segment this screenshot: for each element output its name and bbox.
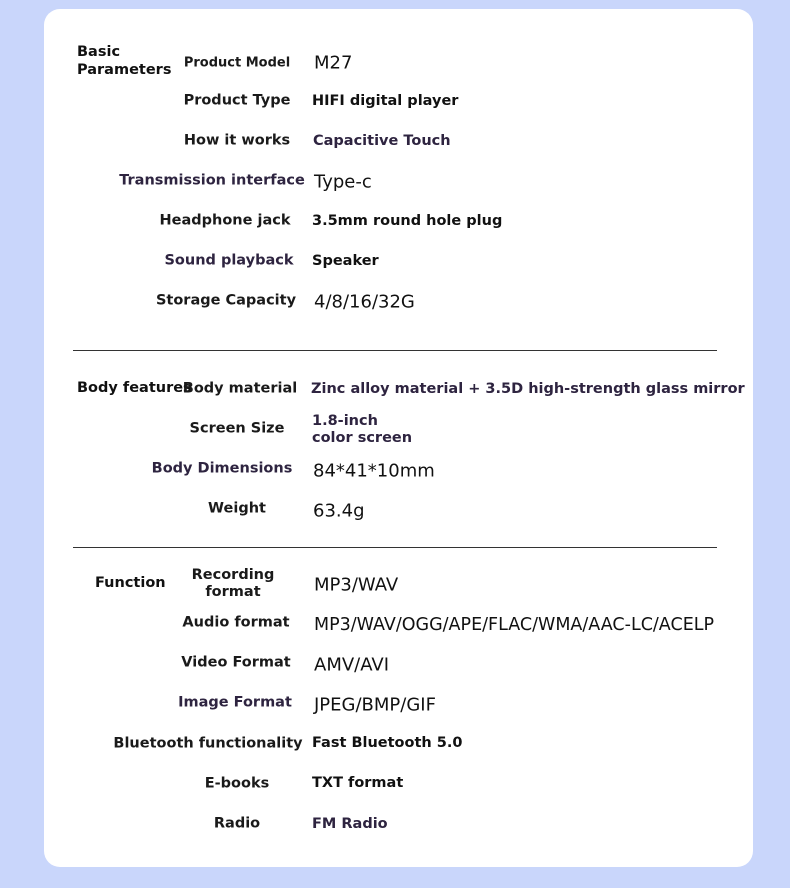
spec-label: Weight (208, 500, 266, 517)
spec-value: M27 (314, 52, 353, 74)
section-category-body-features: Body features (77, 380, 192, 396)
spec-value: MP3/WAV/OGG/APE/FLAC/WMA/AAC-LC/ACELP (314, 615, 715, 635)
spec-label: Product Model (183, 55, 291, 71)
spec-value: 63.4g (313, 500, 365, 522)
spec-label: E-books (204, 775, 270, 792)
spec-value: Zinc alloy material + 3.5D high-strength glass mirror (311, 381, 745, 397)
spec-label: Headphone jack (159, 212, 291, 229)
spec-value: HIFI digital player (312, 93, 459, 109)
spec-label: Storage Capacity (155, 292, 297, 309)
spec-label: Audio format (182, 614, 290, 631)
spec-label: Radio (213, 815, 261, 832)
spec-label: Video Format (181, 654, 291, 671)
spec-value: JPEG/BMP/GIF (314, 694, 436, 716)
spec-value: 4/8/16/32G (314, 291, 415, 313)
spec-label: Screen Size (189, 420, 285, 437)
spec-label: Body material (182, 380, 298, 397)
section-category-function: Function (95, 575, 166, 591)
spec-label: Product Type (183, 92, 291, 109)
spec-value: 84*41*10mm (313, 460, 435, 482)
category-label: Basic Parameters (77, 44, 172, 78)
spec-value: TXT format (312, 775, 404, 791)
spec-value: Type-c (314, 171, 372, 193)
spec-value: MP3/WAV (314, 574, 399, 596)
spec-label: Body Dimensions (151, 460, 293, 477)
spec-value: 1.8-inch color screen (312, 413, 413, 446)
section-divider (73, 547, 717, 548)
spec-label: Sound playback (164, 252, 294, 269)
spec-value: AMV/AVI (314, 654, 390, 676)
spec-value: Fast Bluetooth 5.0 (312, 735, 463, 751)
spec-value: 3.5mm round hole plug (312, 213, 503, 229)
spec-value: Capacitive Touch (313, 133, 451, 149)
spec-label: Image Format (178, 694, 292, 711)
section-divider (73, 350, 717, 351)
section-category-basic-parameters (77, 43, 171, 79)
spec-value: FM Radio (312, 816, 388, 832)
spec-label: Transmission interface (119, 172, 305, 189)
spec-value: Speaker (312, 253, 379, 269)
spec-label: How it works (183, 132, 291, 149)
spec-label: Bluetooth functionality (113, 735, 303, 752)
spec-label: Recording format (191, 567, 275, 600)
